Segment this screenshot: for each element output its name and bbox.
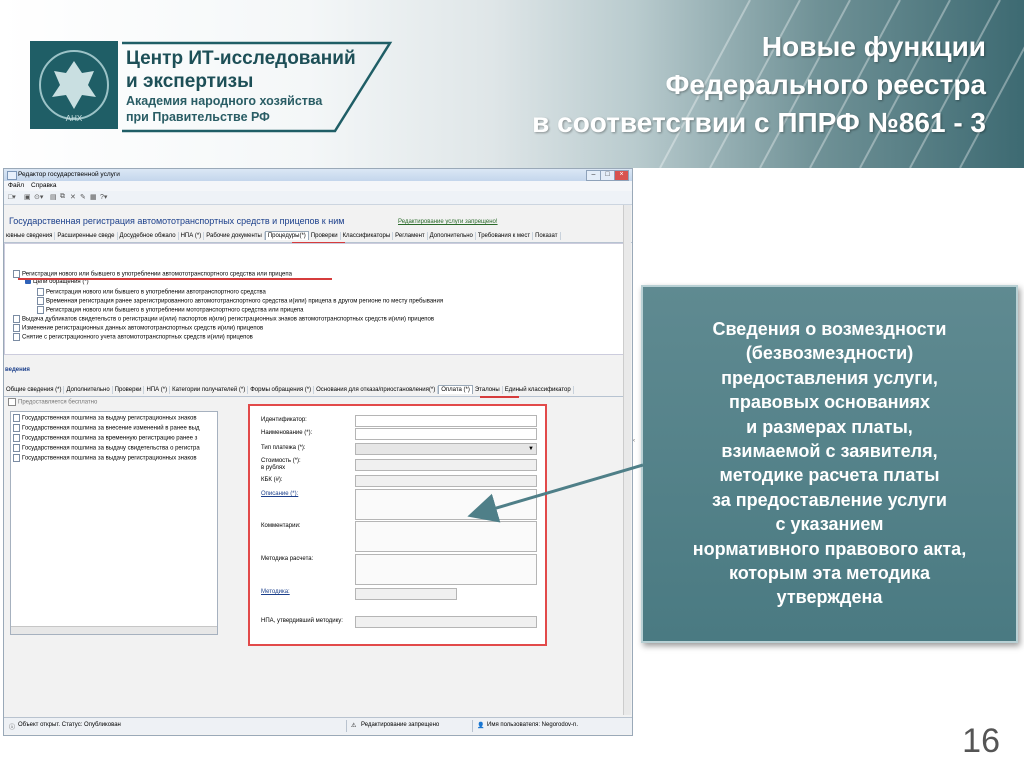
status-user: Имя пользователя: Negorodov-n. <box>487 722 579 728</box>
kbk-label: КБК (#): <box>261 477 283 483</box>
method-label[interactable]: Методика: <box>261 589 290 595</box>
delete-icon[interactable]: ✕ <box>70 194 76 201</box>
list-item-label: Государственная пошлина за выдачу свидетельства о регистра <box>22 445 200 452</box>
callout-line: взимаемой с заявителя, <box>721 441 938 462</box>
cost-label: Стоимость (*): <box>261 458 301 464</box>
payment-type-select[interactable] <box>355 443 537 455</box>
tree-item-label: Регистрация нового или бывшего в употреблении автотранспортного средства <box>46 289 266 296</box>
list-item-label: Государственная пошлина за выдачу регистрационных знаков <box>22 415 197 422</box>
status-edit: Редактирование запрещено <box>361 722 440 728</box>
list-item[interactable] <box>13 414 213 422</box>
tab-additional[interactable]: Дополнительно <box>428 232 476 240</box>
tree-item[interactable] <box>13 324 263 332</box>
logo-line-1: Центр ИТ-исследований <box>126 48 356 69</box>
svg-text:АНХ: АНХ <box>65 114 83 123</box>
logo-line-2: и экспертизы <box>126 71 254 92</box>
title-line-2: Федерального реестра <box>665 69 986 100</box>
tab-payment[interactable]: Оплата (*) <box>438 385 473 394</box>
document-icon <box>13 315 20 323</box>
menu-help[interactable]: Справка <box>31 182 57 189</box>
tab-recipients[interactable]: Категории получателей (*) <box>170 386 248 394</box>
tree-item-label: Регистрация нового или бывшего в употреблении мототранспортного средства или прицепа <box>46 307 304 314</box>
tab-classifiers[interactable]: Классификаторы <box>341 232 394 240</box>
callout-line: с указанием <box>775 514 884 535</box>
info-callout <box>641 285 1018 643</box>
slide-title <box>532 28 986 142</box>
status-divider <box>472 720 473 732</box>
tab-work-docs[interactable]: Рабочие документы <box>204 232 265 240</box>
tree-item-label: Регистрация нового или бывшего в употреблении автомототранспортного средства или прицепа <box>22 271 292 278</box>
tab-basic[interactable]: ювные сведения <box>4 232 55 240</box>
help-icon[interactable]: ?▾ <box>100 194 108 201</box>
tree-item[interactable] <box>25 279 89 285</box>
name-field[interactable] <box>355 428 537 440</box>
refresh-icon[interactable]: ⊙▾ <box>34 194 44 201</box>
chevron-down-icon: ▼ <box>528 446 534 452</box>
document-icon <box>13 434 20 442</box>
identifier-label: Идентификатор: <box>261 417 307 423</box>
description-field[interactable] <box>355 489 537 520</box>
edit-status-link[interactable]: Редактирование услуги запрещено! <box>398 219 498 225</box>
callout-line: и размерах платы, <box>746 416 913 437</box>
tree-item[interactable] <box>37 288 266 296</box>
list-item[interactable] <box>13 434 213 442</box>
document-icon <box>13 333 20 341</box>
logo-line-3: Академия народного хозяйства <box>126 94 323 108</box>
tree-item-label: Выдача дубликатов свидетельств о регистрации и(или) паспортов и(или) регистрационных знаков автомототранспортных средств и(или) прицепов <box>22 316 435 323</box>
list-item[interactable] <box>13 444 213 452</box>
document-icon <box>13 454 20 462</box>
tree-item-label: Изменение регистрационных данных автомототранспортных средств и(или) прицепов <box>22 325 264 332</box>
status-bar <box>4 717 632 734</box>
list-item[interactable] <box>13 454 213 462</box>
fee-list <box>10 411 218 635</box>
document-icon <box>13 270 20 278</box>
tree-item[interactable] <box>13 333 253 341</box>
new-doc-icon[interactable]: □▾ <box>8 194 16 201</box>
callout-line: за предоставление услуги <box>712 489 947 510</box>
service-title: Государственная регистрация автомототранспортных средств и прицепов к ним <box>9 216 345 226</box>
tab-additional-2[interactable]: Дополнительно <box>64 386 112 394</box>
name-label: Наименование (*): <box>261 430 313 436</box>
npa-label: НПА, утвердивший методику: <box>261 618 343 624</box>
service-editor-window <box>3 168 633 736</box>
tree-item-label: Снятие с регистрационного учета автомототранспортных средств и(или) прицепов <box>22 334 253 341</box>
status-divider <box>346 720 347 732</box>
tab-procedures[interactable]: Процедуры(*) <box>265 231 309 240</box>
tree-item[interactable] <box>13 270 292 278</box>
kbk-field[interactable] <box>355 475 537 487</box>
window-titlebar <box>4 169 632 181</box>
callout-line: нормативного правового акта, <box>692 538 967 559</box>
menu-bar <box>4 181 632 191</box>
callout-line: методике расчета платы <box>719 465 940 486</box>
side-marker: ‹ <box>633 438 635 444</box>
identifier-field[interactable] <box>355 415 537 427</box>
minimize-icon[interactable]: – <box>586 170 601 181</box>
callout-line: правовых основаниях <box>728 392 931 413</box>
payment-form <box>248 404 547 646</box>
document-icon <box>13 324 20 332</box>
maximize-icon[interactable]: □ <box>600 170 615 181</box>
title-line-3: в соответствии с ППРФ №861 - 3 <box>532 107 986 138</box>
info-icon: ⓘ <box>9 725 16 731</box>
tab-extended[interactable]: Расширенные сведе <box>55 232 117 240</box>
cost-unit-label: в рублях <box>261 465 286 471</box>
document-icon <box>13 444 20 452</box>
organization-logo <box>30 41 360 131</box>
procedure-tree <box>4 243 630 355</box>
menu-file[interactable]: Файл <box>8 182 24 189</box>
payment-type-label: Тип платежа (*): <box>261 445 306 451</box>
checkbox-icon <box>8 398 16 406</box>
status-object: Объект открыт. Статус: Опубликован <box>18 722 121 728</box>
free-checkbox[interactable] <box>8 398 97 406</box>
vertical-scrollbar[interactable] <box>623 205 631 715</box>
tab-npa[interactable]: НПА (*) <box>179 232 205 240</box>
slide-header <box>0 0 1024 168</box>
npa-field[interactable] <box>355 616 537 628</box>
copy-icon[interactable]: ⧉ <box>60 193 65 200</box>
tree-item-label: Цели обращения (*) <box>33 279 89 286</box>
method-field[interactable] <box>355 588 457 600</box>
list-item-label: Государственная пошлина за временную регистрацию ранее з <box>22 435 198 442</box>
tab-checks-2[interactable]: Проверки <box>113 386 145 394</box>
list-item-label: Государственная пошлина за внесение изменений в ранее выд <box>22 425 200 432</box>
print-icon[interactable]: ▤ <box>50 194 57 201</box>
window-title: Редактор государственной услуги <box>18 171 120 178</box>
flag-icon <box>25 279 31 284</box>
tab-pretrial[interactable]: Досудебное обжало <box>118 232 179 240</box>
cost-field[interactable] <box>355 459 537 471</box>
tab-standards[interactable]: Эталоны <box>473 386 503 394</box>
tab-forms[interactable]: Формы обращения (*) <box>248 386 314 394</box>
tab-checks[interactable]: Проверки <box>309 232 341 240</box>
procedure-tabs <box>4 385 628 397</box>
tree-item[interactable] <box>37 297 443 305</box>
title-line-1: Новые функции <box>761 31 986 62</box>
logo-line-4: при Правительстве РФ <box>126 110 270 124</box>
free-checkbox-label: Предоставляется бесплатно <box>18 399 98 406</box>
close-icon[interactable]: × <box>614 170 629 181</box>
tab-regulation[interactable]: Регламент <box>393 232 428 240</box>
document-icon <box>37 306 44 314</box>
document-icon <box>37 288 44 296</box>
tab-npa-2[interactable]: НПА (*) <box>144 386 170 394</box>
callout-line: (безвозмездности) <box>745 343 914 364</box>
callout-line: утверждена <box>776 587 883 608</box>
comments-field[interactable] <box>355 521 537 552</box>
tab-indicators[interactable]: Показат <box>533 232 560 240</box>
highlight-underline <box>18 278 332 280</box>
comments-label: Комментарии: <box>261 523 301 529</box>
user-icon: 👤 <box>477 723 485 729</box>
lock-icon[interactable]: ▦ <box>90 194 97 201</box>
tab-general[interactable]: Общие сведения (*) <box>4 386 64 394</box>
app-icon <box>7 171 17 180</box>
document-icon <box>13 414 20 422</box>
tree-item[interactable] <box>13 315 434 323</box>
callout-line: которым эта методика <box>728 563 931 584</box>
tree-item[interactable] <box>37 306 304 314</box>
callout-text <box>643 317 1016 610</box>
document-icon <box>37 297 44 305</box>
document-icon <box>13 424 20 432</box>
save-icon[interactable]: ▣ <box>24 194 31 201</box>
callout-line: Сведения о возмездности <box>712 319 947 339</box>
tree-item-label: Временная регистрация ранее зарегистрированного автомототранспортного средства и(или) прицепа в другом регионе по месту пребывания <box>46 298 444 305</box>
tab-requirements[interactable]: Требования к мест <box>476 232 533 240</box>
highlight-underline <box>480 396 519 398</box>
page-number: 16 <box>962 722 1000 760</box>
list-item-label: Государственная пошлина за выдачу регистрационных знаков <box>22 455 197 462</box>
warning-icon: ⚠ <box>351 723 357 729</box>
calc-method-label: Методика расчета: <box>261 556 314 562</box>
horizontal-scrollbar[interactable] <box>11 626 217 634</box>
callout-line: предоставления услуги, <box>721 367 938 388</box>
edit-icon[interactable]: ✎ <box>80 194 86 201</box>
list-item[interactable] <box>13 424 213 432</box>
toolbar <box>4 191 632 205</box>
tab-unified-classifier[interactable]: Единый классификатор <box>503 386 574 394</box>
emblem-icon <box>30 41 118 129</box>
tab-refusal[interactable]: Основания для отказа/приостановления(*) <box>314 386 438 394</box>
description-label[interactable]: Описание (*): <box>261 491 299 497</box>
section-label: ведения <box>5 367 30 373</box>
calc-method-field[interactable] <box>355 554 537 585</box>
